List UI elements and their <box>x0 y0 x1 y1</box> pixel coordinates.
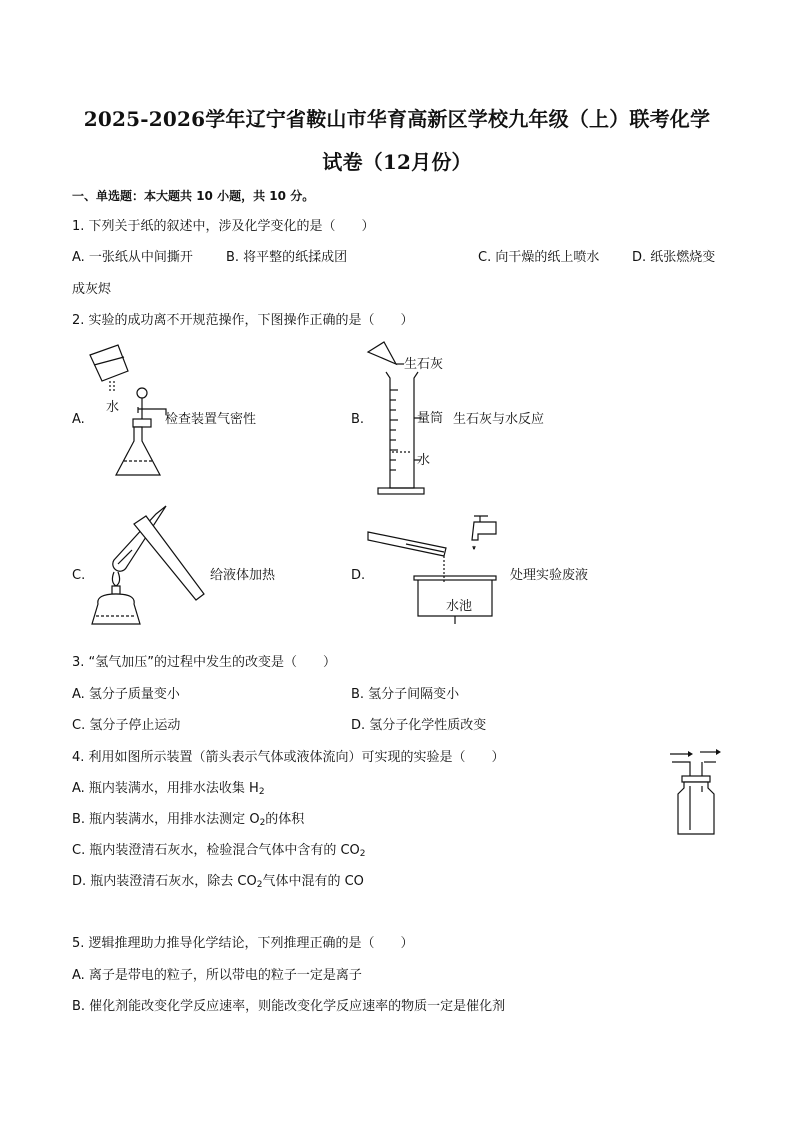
q5-option-a: A. 离子是带电的粒子，所以带电的粒子一定是离子 <box>72 968 362 983</box>
q2-option-d-caption: 处理实验废液 <box>510 568 589 583</box>
q3-option-a: A. 氢分子质量变小 <box>72 687 180 702</box>
section-end: 分。 <box>290 189 315 203</box>
q5-stem: 5. 逻辑推理助力推导化学结论，下列推理正确的是（ ） <box>72 936 414 951</box>
q3-option-c: C. 氢分子停止运动 <box>72 718 181 733</box>
q1-option-d: D. 纸张燃烧变 <box>632 250 716 265</box>
airtight-check-diagram <box>88 343 168 483</box>
q2-option-c-caption: 给液体加热 <box>210 568 276 583</box>
gas-washing-bottle-diagram <box>668 748 728 838</box>
q5-option-b: B. 催化剂能改变化学反应速率，则能改变化学反应速率的物质一定是催化剂 <box>72 999 506 1014</box>
q4-option-d: D. 瓶内装澄清石灰水，除去 $CO_2$气体中混有的 CO <box>72 874 364 890</box>
q2-option-a-letter: A. <box>72 412 85 427</box>
q4-option-a: A. 瓶内装满水，用排水法收集 $H_2$ <box>72 781 265 797</box>
q1-option-a: A. 一张纸从中间撕开 <box>72 250 193 265</box>
q2-option-a-caption: 检查装置气密性 <box>165 412 257 427</box>
section-label: 一、单选题：本大题共 <box>72 189 193 203</box>
q1-option-c: C. 向干燥的纸上喷水 <box>478 250 600 265</box>
q4-option-c: C. 瓶内装澄清石灰水，检验混合气体中含有的 $CO_2$ <box>72 843 366 859</box>
q3-option-b: B. 氢分子间隔变小 <box>351 687 460 702</box>
q3-option-d: D. 氢分子化学性质改变 <box>351 718 487 733</box>
q2-b-label-cylinder: 量筒 <box>417 411 444 426</box>
q2-option-b-caption: 生石灰与水反应 <box>453 412 545 427</box>
section-mid: 小题，共 <box>217 189 266 203</box>
q2-option-d-letter: D. <box>351 568 366 583</box>
q2-a-label-water: 水 <box>106 400 120 415</box>
exam-title-line2: 试卷（12月份） <box>322 150 472 174</box>
q2-option-b-letter: B. <box>351 412 365 427</box>
exam-title-line1: 2025-2026学年辽宁省鞍山市华育高新区学校九年级（上）联考化学 <box>83 107 711 131</box>
q4-option-b: B. 瓶内装满水，用排水法测定 $O_2$的体积 <box>72 812 305 828</box>
q1-stem: 1. 下列关于纸的叙述中，涉及化学变化的是（ ） <box>72 219 375 234</box>
quicklime-cylinder-diagram <box>366 340 466 500</box>
q2-option-c-letter: C. <box>72 568 86 583</box>
q3-stem: 3. “氢气加压”的过程中发生的改变是（ ） <box>72 655 337 670</box>
section-header <box>72 188 314 204</box>
heating-liquid-diagram <box>86 506 216 638</box>
section-score: 10 <box>269 189 286 203</box>
q1-option-b: B. 将平整的纸揉成团 <box>226 250 348 265</box>
q2-b-label-quicklime: 生石灰 <box>404 357 444 372</box>
section-count: 10 <box>196 189 213 203</box>
q1-option-d-continued: 成灰烬 <box>72 282 112 297</box>
q2-b-label-water: 水 <box>417 453 431 468</box>
q2-d-label-sink: 水池 <box>446 599 473 614</box>
q2-stem: 2. 实验的成功离不开规范操作，下图操作正确的是（ ） <box>72 313 414 328</box>
q4-stem: 4. 利用如图所示装置（箭头表示气体或液体流向）可实现的实验是（ ） <box>72 750 505 765</box>
waste-disposal-diagram <box>366 512 506 634</box>
